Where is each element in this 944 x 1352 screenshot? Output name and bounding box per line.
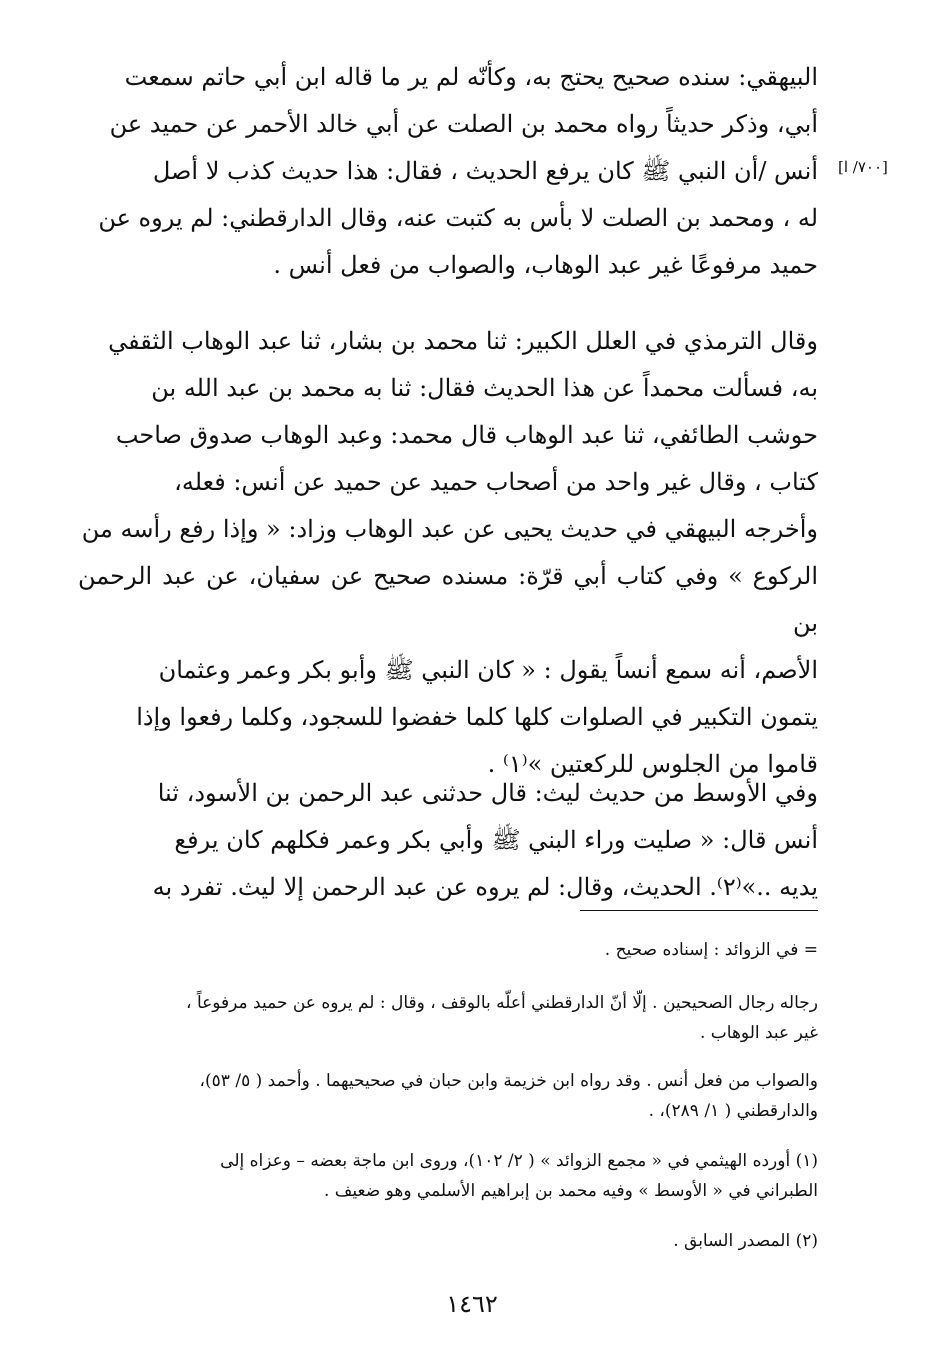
footnote-continuation <box>78 935 818 965</box>
text-line: حوشب الطائفي، ثنا عبد الوهاب قال محمد: وعبد الوهاب صدوق صاحب <box>115 421 818 449</box>
text-line: وفي الأوسط من حديث ليث: قال حدثنى عبد الرحمن بن الأسود، ثنا <box>157 779 818 807</box>
footnote-1 <box>78 1146 818 1206</box>
text-line: الركوع » وفي كتاب أبي قرّة: مسنده صحيح عن سفيان، عن عبد الرحمن بن <box>78 562 818 637</box>
text-line: الأصم، أنه سمع أنساً يقول : « كان النبي ﷺ وأبو بكر وعمر وعثمان <box>158 656 818 684</box>
footnote-line: الطبراني في « الأوسط » وفيه محمد بن إبراهيم الأسلمي وهو ضعيف . <box>324 1181 818 1201</box>
text-line: أنس قال: « صليت وراء البني ﷺ وأبي بكر وعمر فكلهم كان يرفع <box>174 826 818 854</box>
footnote-line: والصواب من فعل أنس . وقد رواه ابن خزيمة وابن حبان في صحيحيهما . وأحمد ( ٥/ ٥٣)، <box>199 1071 818 1091</box>
footnote-line: والدارقطني ( ١/ ٢٨٩)، . <box>648 1101 818 1121</box>
footnote-line: = في الزوائد : إسناده صحيح . <box>604 940 818 960</box>
text-line: يتمون التكبير في الصلوات كلها كلما خفضوا للسجود، وكلما رفعوا وإذا <box>136 703 818 731</box>
text-line: قاموا من الجلوس للركعتين »⁽١⁾ . <box>487 750 818 778</box>
footnote-line: (٢) المصدر السابق . <box>673 1231 818 1251</box>
paragraph-1 <box>78 54 818 289</box>
footnote-line: (١) أورده الهيثمي في « مجمع الزوائد » ( ٢/ ١٠٢)، وروى ابن ماجة بعضه – وعزاه إلى <box>220 1151 818 1171</box>
text-line: كتاب ، وقال غير واحد من أصحاب حميد عن حميد عن أنس: فعله، <box>174 468 818 496</box>
footnote-2 <box>78 1226 818 1256</box>
footnote-block <box>78 988 818 1048</box>
text-line: أنس /أن النبي ﷺ كان يرفع الحديث ، فقال: هذا حديث كذب لا أصل <box>152 157 818 185</box>
text-line: أبي، وذكر حديثاً رواه محمد بن الصلت عن أبي خالد الأحمر عن حميد عن <box>109 110 818 138</box>
paragraph-2 <box>78 318 818 788</box>
manuscript-page-marker: [٧٠٠/ ا] <box>838 158 888 176</box>
text-line: له ، ومحمد بن الصلت لا بأس به كتبت عنه، وقال الدارقطني: لم يروه عن <box>98 204 818 232</box>
footnote-separator <box>580 910 818 911</box>
text-line: وأخرجه البيهقي في حديث يحيى عن عبد الوهاب وزاد: « وإذا رفع رأسه من <box>81 515 818 543</box>
text-line: يديه ..»⁽٢⁾. الحديث، وقال: لم يروه عن عبد الرحمن إلا ليث. تفرد به <box>152 873 818 901</box>
text-line: وقال الترمذي في العلل الكبير: ثنا محمد بن بشار، ثنا عبد الوهاب الثقفي <box>108 327 818 355</box>
text-line: به، فسألت محمداً عن هذا الحديث فقال: ثنا به محمد بن عبد الله بن <box>151 374 818 402</box>
text-line: البيهقي: سنده صحيح يحتج به، وكأنّه لم ير ما قاله ابن أبي حاتم سمعت <box>124 63 818 91</box>
page-number: ١٤٦٢ <box>446 1290 498 1318</box>
paragraph-3 <box>78 770 818 911</box>
text-line: حميد مرفوعًا غير عبد الوهاب، والصواب من فعل أنس . <box>273 251 818 279</box>
footnote-line: رجاله رجال الصحيحين . إلّا أنّ الدارقطني أعلّه بالوقف ، وقال : لم يروه عن حميد مرفوعاً ، <box>186 993 818 1013</box>
footnote-block <box>78 1066 818 1126</box>
footnote-line: غير عبد الوهاب . <box>699 1023 818 1043</box>
